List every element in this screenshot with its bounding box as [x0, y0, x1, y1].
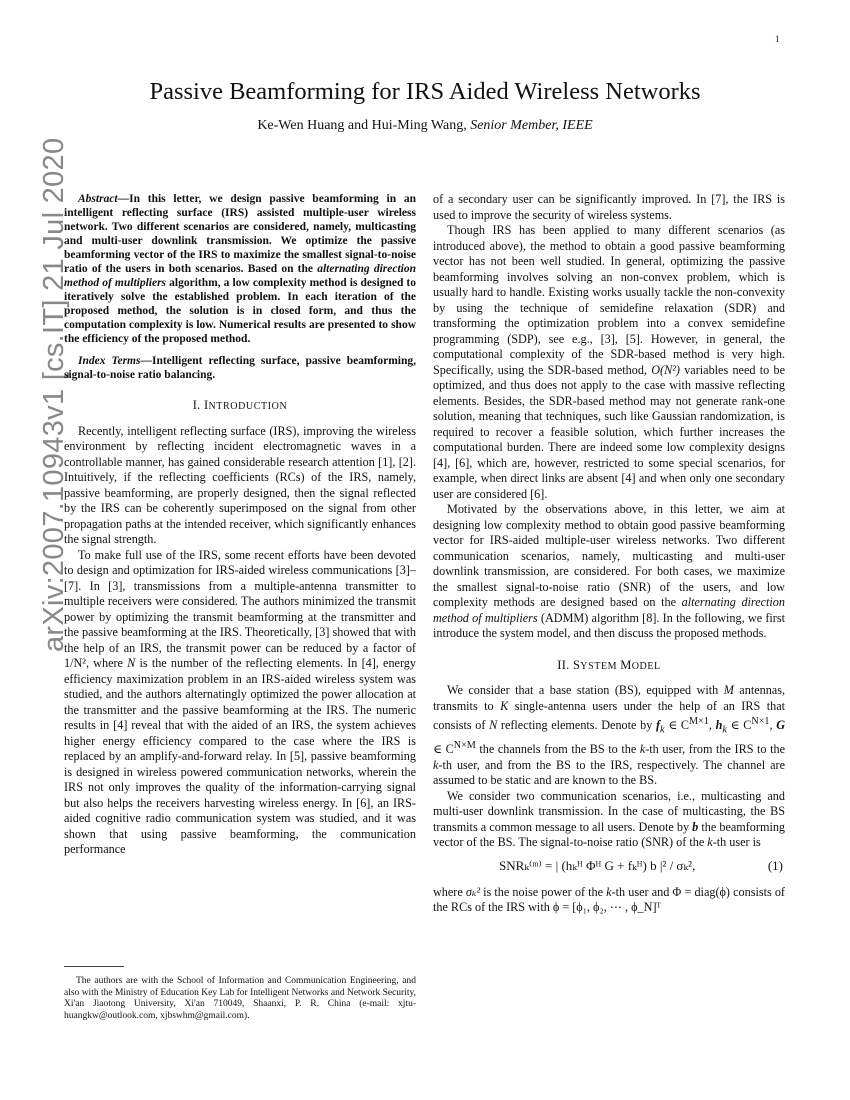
equation-1: [433, 855, 785, 881]
paragraph: To make full use of the IRS, some recent efforts have been devoted to design and optimization for IRS-aided wireless communications [3]–[7]. In [3], transmissions from a multiple-antenna transmitter to multiple receivers were considered. The authors minimized the transmit power by optimizing the transmit beamforming at the transmitter and the passive beamforming at the IRS. Theoretically, [3] showed that with the help of an IRS, the transmit power can be reduced by a factor of 1/N², where N is the number of the reflecting elements. In [4], energy efficiency maximization problem in an IRS-aided wireless system was studied, and the authors alternatingly optimized the power allocation at the transmitter and the passive beamforming at the IRS. The numeric results in [4] reveal that with the aided of an IRS, the system achieves higher energy efficiency compared to the case where the IRS is replaced by an amplify-and-forward relay. In [5], passive beamforming is designed in wireless powered communication networks, wherein the IRS not only improves the quality of the information-carrying signal but also helps the receivers harvesting wireless energy. In [6], an IRS-aided cognitive radio communication system was studied, and it was shown that using passive beamforming, the communication performance: [64, 547, 416, 856]
paragraph: Though IRS has been applied to many different scenarios (as introduced above), the method to obtain a good passive beamforming vector has not been well studied. In general, optimizing the passive beamforming involves solving an non-convex problem, which is usually hard to handle. Existing works usually tackle the non-convexity by using the technique of semidefine relaxation (SDR) and transforming the optimization problem into a convex semidefine programming (SDP), see e.g., [3], [5]. However, in general, the computational complexity of the SDR-based method is very high. Specifically, using the SDR-based method, O(N²) variables need to be optimized, and thus does not apply to the case with massive reflecting elements. Besides, the SDR-based method may not generate rank-one solution, meaning that techniques, such like Gaussian randomization, is required to recover a feasible solution, which further increases the computational burden. There are indeed some low complexity designs [4], [6], which are, however, restricted to some special scenarios, for example, when direct links are absent [4] and when only one secondary user are considered [6].: [433, 223, 785, 501]
index-terms: Index Terms—Intelligent reflecting surface, passive beamforming, signal-to-noise ratio balancing.: [64, 355, 416, 381]
paper-authors: [0, 118, 850, 134]
paragraph: Motivated by the observations above, in this letter, we aim at designing low complexity method to obtain good passive beamforming vector for IRS-aided multiple-user wireless networks. Two different communication scenarios, namely, multicasting and multi-user downlink transmission, are considered. For both cases, we maximize the smallest signal-to-noise ratio (SNR) of the users, and low complexity methods are designed based on the alternating direction method of multipliers (ADMM) algorithm [8]. In the following, we first introduce the system model, and then discuss the proposed methods.: [433, 502, 785, 640]
equation-number: (1): [767, 857, 783, 873]
section-heading-introduction: I. INTRODUCTION: [192, 398, 288, 412]
author-names: Ke-Wen Huang and Hui-Ming Wang,: [257, 118, 467, 133]
paragraph: where σₖ² is the noise power of the k-th user and Φ = diag(ϕ) consists of the RCs of the IRS with ϕ = [ϕ₁, ϕ₂, ⋯ , ϕ_N]ᵀ: [433, 884, 785, 915]
math-factor: 1/N²: [64, 656, 86, 670]
page-number: 1: [775, 34, 780, 44]
index-terms-label: Index Terms: [78, 355, 141, 367]
author-role: Senior Member, IEEE: [470, 118, 593, 133]
paragraph: of a secondary user can be significantly improved. In [7], the IRS is used to improve the security of wireless systems.: [433, 192, 785, 222]
section-heading-system-model: II. SYSTEM MODEL: [557, 657, 661, 672]
footnote: The authors are with the School of Information and Communication Engineering, and also with the Ministry of Education Key Lab for Intelligent Networks and Network Security, Xi'an Jiaotong University, Xi'an 710049, Shaanxi, P. R. China (e-mail: xjtu-huangkw@outlook.com, xjbswhm@gmail.com).: [64, 976, 416, 1021]
paragraph: Recently, intelligent reflecting surface (IRS), improving the wireless environment by reflecting incident electromagnetic waves in a controllable manner, has gained considerable research attention [1], [2]. Intuitively, if the reflecting coefficients (RCs) of the IRS, namely, passive beamforming, are properly designed, then the signal reflected by the IRS can be coherently superimposed on the signal from other propagation paths at the intended receiver, which significantly enhances the signal strength.: [64, 423, 416, 546]
math-complexity: O(N²): [651, 362, 680, 377]
right-column: [433, 192, 785, 916]
abstract: Abstract—In this letter, we design passive beamforming in an intelligent reflecting surface (IRS) assisted multiple-user wireless network. Two different scenarios are considered, namely, multicasting and multi-user downlink transmission. We optimize the passive beamforming vector of the IRS to maximize the smallest signal-to-noise ratio of the users in both scenarios. Based on the alternating direction method of multipliers algorithm, a low complexity method is designed to iteratively solve the established problem. In each iteration of the proposed method, the solution is in closed form, and thus the computation complexity is low. Numerical results are presented to show the efficiency of the proposed method.: [64, 193, 417, 345]
footnote-rule: [64, 966, 124, 967]
equation-body: SNRₖ⁽ᵐ⁾ = | (hₖᴴ Φᴴ G + fₖᴴ) b |² / σₖ²,: [499, 857, 696, 873]
paragraph: We consider two communication scenarios, i.e., multicasting and multi-user downlink transmission. In the case of multicasting, the BS transmits a common message to all users. Denote by b the beamforming vector of the BS. The signal-to-noise ratio (SNR) of the k-th user is: [433, 788, 786, 850]
paper-title: Passive Beamforming for IRS Aided Wireless Networks: [149, 78, 701, 105]
left-column: [64, 192, 416, 858]
arxiv-id: arXiv:2007.10943v1 [cs.IT] 21 Jul 2020: [38, 137, 70, 652]
paragraph: We consider that a base station (BS), equipped with M antennas, transmits to K single-antenna users under the help of an IRS that consists of N reflecting elements. Denote by $f_k$ ∈ $C^{M\times 1}$, $h_k$ ∈ $C^{N\times 1}$, G ∈ $C^{N\times M}$ the channels from the BS to the k-th user, from the IRS to the k-th user, and from the BS to the IRS, respectively. The channel are assumed to be static and are known to the BS.: [433, 683, 786, 788]
abstract-label: Abstract: [78, 193, 118, 205]
